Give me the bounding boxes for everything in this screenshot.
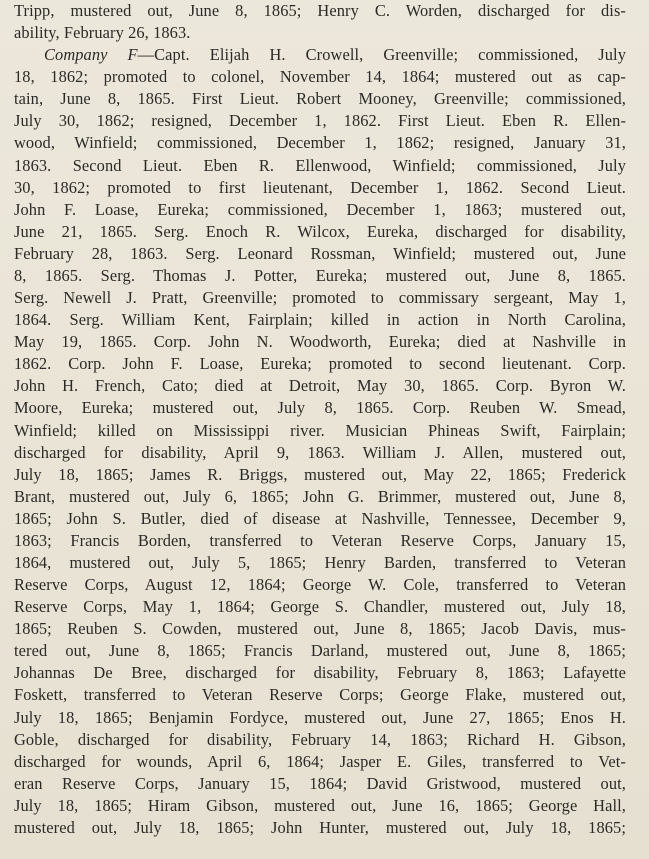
text-line-16: May 19, 1865. Corp. John N. Woodworth, Eureka; died at Nashville in [14,332,626,352]
text-line-20: Winfield; killed on Mississippi river. Musician Phineas Swift, Fairplain; [14,420,626,440]
text-line-21: discharged for disability, April 9, 1863. William J. Allen, mustered out, [14,442,626,462]
text-line-27: Reserve Corps, August 12, 1864; George W. Cole, transferred to Veteran [14,575,626,595]
text-line-10: John F. Loase, Eureka; commissioned, December 1, 1863; mustered out, [14,199,626,219]
text-line-38: mustered out, July 18, 1865; John Hunter, mustered out, July 18, 1865; [14,817,626,837]
text-line-7: wood, Winfield; commissioned, December 1, 1862; resigned, January 31, [14,133,626,153]
text-line-26: 1864, mustered out, July 5, 1865; Henry Barden, transferred to Veteran [14,552,626,572]
text-line-25: 1863; Francis Borden, transferred to Veteran Reserve Corps, January 15, [14,530,626,550]
text-line-30: tered out, June 8, 1865; Francis Darland, mustered out, June 8, 1865; [14,641,626,661]
text-line-33: July 18, 1865; Benjamin Fordyce, mustered out, June 27, 1865; Enos H. [14,707,626,727]
text-line-5: tain, June 8, 1865. First Lieut. Robert Mooney, Greenville; commissioned, [14,89,626,109]
company-f-label: Company F [44,45,138,65]
text-line-4: 18, 1862; promoted to colonel, November 14, 1864; mustered out as cap- [14,67,626,87]
text-line-35: discharged for wounds, April 6, 1864; Jasper E. Giles, transferred to Vet- [14,751,626,771]
text-line-23: Brant, mustered out, July 6, 1865; John G. Brimmer, mustered out, June 8, [14,486,626,506]
text-line-19: Moore, Eureka; mustered out, July 8, 1865. Corp. Reuben W. Smead, [14,398,626,418]
text-line-2: ability, February 26, 1863. [14,23,191,43]
text-line-13: 8, 1865. Serg. Thomas J. Potter, Eureka; mustered out, June 8, 1865. [14,265,626,285]
text-line-31: Johannas De Bree, discharged for disability, February 8, 1863; Lafayette [14,663,626,683]
text-line-34: Goble, discharged for disability, February 14, 1863; Richard H. Gibson, [14,729,626,749]
text-line-24: 1865; John S. Butler, died of disease at Nashville, Tennessee, December 9, [14,508,626,528]
text-line-37: July 18, 1865; Hiram Gibson, mustered out, June 16, 1865; George Hall, [14,795,626,815]
text-line-8: 1863. Second Lieut. Eben R. Ellenwood, Winfield; commissioned, July [14,155,626,175]
text-line-22: July 18, 1865; James R. Briggs, mustered out, May 22, 1865; Frederick [14,464,626,484]
text-line-15: 1864. Serg. William Kent, Fairplain; killed in action in North Carolina, [14,310,626,330]
text-line-9: 30, 1862; promoted to first lieutenant, December 1, 1862. Second Lieut. [14,177,626,197]
text-line-1: Tripp, mustered out, June 8, 1865; Henry C. Worden, discharged for dis- [14,1,626,20]
text-line-17: 1862. Corp. John F. Loase, Eureka; promoted to second lieutenant. Corp. [14,354,626,374]
text-line-32: Foskett, transferred to Veteran Reserve Corps; George Flake, mustered out, [14,685,626,705]
text-line-11: June 21, 1865. Serg. Enoch R. Wilcox, Eureka, discharged for disability, [14,221,626,241]
text-line-12: February 28, 1863. Serg. Leonard Rossman, Winfield; mustered out, June [14,243,626,263]
text-line-29: 1865; Reuben S. Cowden, mustered out, June 8, 1865; Jacob Davis, mus- [14,619,626,639]
text-line-36: eran Reserve Corps, January 15, 1864; David Gristwood, mustered out, [14,773,626,793]
text-line-6: July 30, 1862; resigned, December 1, 1862. First Lieut. Eben R. Ellen- [14,111,626,131]
text-line-28: Reserve Corps, May 1, 1864; George S. Chandler, mustered out, July 18, [14,597,626,617]
text-line-14: Serg. Newell J. Pratt, Greenville; promoted to commissary sergeant, May 1, [14,288,626,308]
text-line-18: John H. French, Cato; died at Detroit, May 30, 1865. Corp. Byron W. [14,376,626,396]
company-f-line-text: —Capt. Elijah H. Crowell, Greenville; commissioned, July [137,45,626,65]
